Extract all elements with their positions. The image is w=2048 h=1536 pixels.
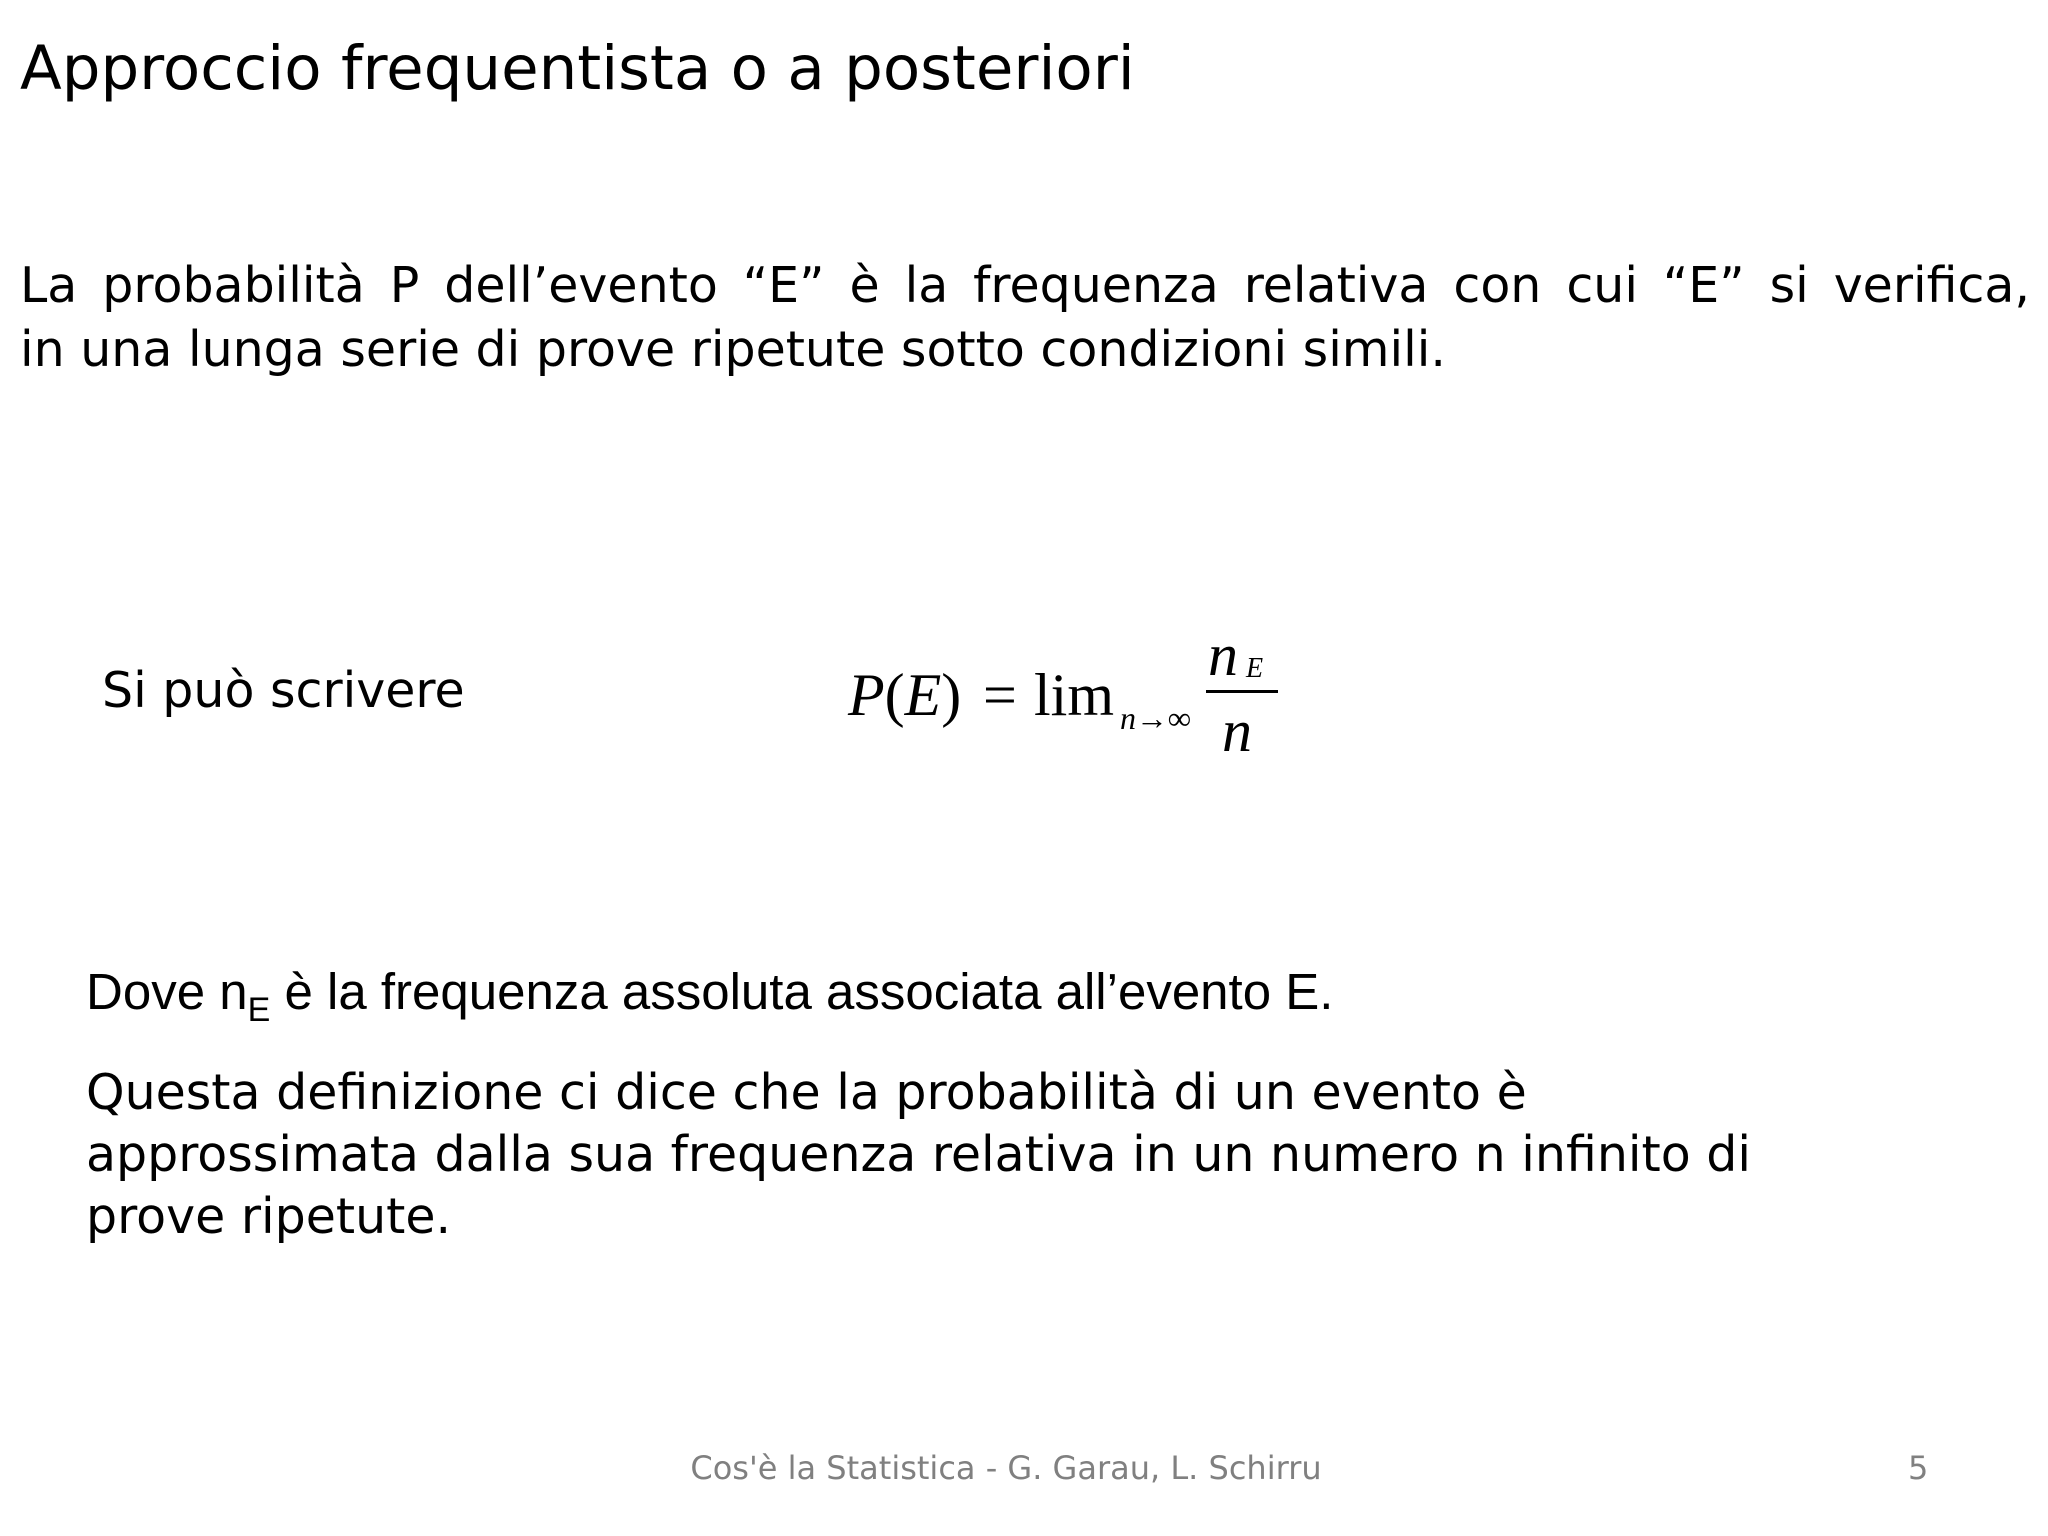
definition-line-1: La probabilità P dell’evento “E” è la frequenza relativa con cui “E” si verifica, [20,257,2030,314]
fraction-bar [1206,690,1278,693]
formula-numerator: n [1208,622,1238,688]
probability-formula [848,620,1288,770]
explanation-text [86,1062,1986,1248]
formula-function: P [848,662,885,728]
formula-denominator: n [1222,698,1252,764]
formula-lhs [848,660,961,730]
where-suffix: è la frequenza assoluta associata all’evento E. [270,963,1334,1020]
where-text [86,960,1334,1029]
explanation-line-2: approssimata dalla sua frequenza relativa in un numero n infinito di [86,1126,1751,1183]
formula-left-paren: ( [884,662,905,728]
formula-right-paren: ) [941,662,962,728]
slide-title: Approccio frequentista o a posteriori [20,33,1135,104]
where-subscript: E [247,991,271,1029]
explanation-line-3: prove ripetute. [86,1188,452,1245]
formula-event: E [904,662,942,728]
formula-limit-subscript: n→∞ [1120,700,1191,736]
footer [0,1448,2048,1488]
page-number: 5 [1908,1449,1929,1487]
definition-line-2: in una lunga serie di prove ripetute sotto condizioni simili. [20,321,1446,378]
formula-numerator-subscript: E [1246,653,1264,684]
formula-lim: lim [1034,662,1115,728]
formula-intro: Si può scrivere [102,662,465,719]
footer-text: Cos'è la Statistica - G. Garau, L. Schirru [690,1449,1322,1487]
formula-equals: = [983,662,1017,728]
where-prefix: Dove n [86,963,248,1020]
definition-text [20,254,2030,382]
explanation-line-1: Questa definizione ci dice che la probabilità di un evento è [86,1064,1527,1121]
